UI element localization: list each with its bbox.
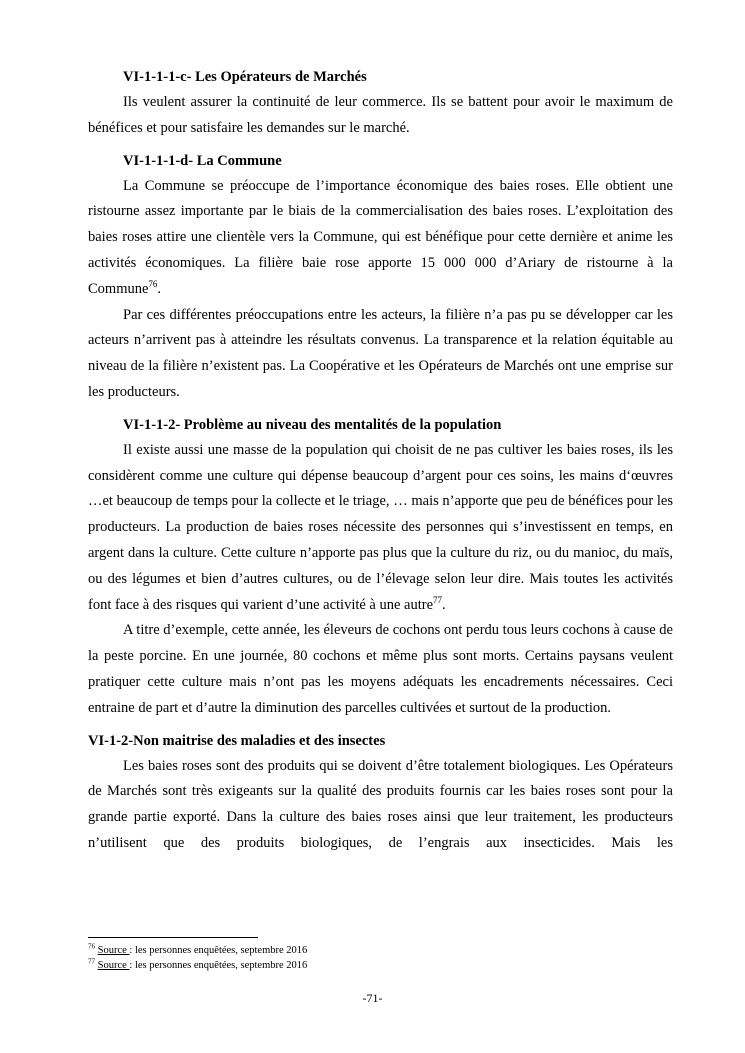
footnote-source-label: Source [97,960,130,971]
heading-commune: VI-1-1-1-d- La Commune [123,152,282,169]
paragraph-maladies: Les baies roses sont des produits qui se doivent d’être totalement biologiques. Les Opérateurs de Marchés sont très exigeants sur la qualité des produits fournis car les baies roses sont pour la grande partie exporté. Dans la culture des baies roses ainsi que leur traitement, les producteurs n’utilisent que des produits biologiques, de l’engrais aux insecticides. Mais les [88,757,673,851]
page-number: -71- [362,991,383,1005]
heading-mentalites: VI-1-1-2- Problème au niveau des mentalités de la population [123,416,502,433]
footnote-ref-76: 76 [148,278,158,289]
paragraph-commune: La Commune se préoccupe de l’importance économique des baies roses. Elle obtient une ristourne assez importante par le biais de la commercialisation des baies roses. L’exploitation des baies roses attire une clientèle vers la Commune, qui est bénéfique pour cette dernière et anime les activités économiques. La filière baie rose apporte 15 000 000 d’Ariary de ristourne à la Commune$^{76}$. [88,177,673,297]
paragraph-preoccupations: Par ces différentes préoccupations entre les acteurs, la filière n’a pas pu se développer car les acteurs n’arrivent pas à atteindre les résultats convenus. La transparence et la relation équitable au niveau de la filière n’existent pas. La Coopérative et les Opérateurs de Marchés ont une emprise sur les producteurs. [88,306,673,400]
heading-maladies: VI-1-2-Non maitrise des maladies et des insectes [88,732,386,749]
footnote-76: $^{76}$ Source : les personnes enquêtées, septembre 2016 [88,942,308,956]
paragraph-exemple: A titre d’exemple, cette année, les éleveurs de cochons ont perdu tous leurs cochons à cause de la peste porcine. En une journée, 80 cochons et même plus sont morts. Certains paysans veulent pratiquer cette culture mais n’ont pas les moyens adéquats les encadrements nécessaires. Ceci entraine de part et d’autre la diminution des parcelles cultivées et surtout de la production. [88,622,673,716]
paragraph-operateurs: Ils veulent assurer la continuité de leur commerce. Ils se battent pour avoir le maximum de bénéfices et pour satisfaire les demandes sur le marché. [88,94,673,136]
page-body [88,64,673,857]
footnote-77: $^{77}$ Source : les personnes enquêtées, septembre 2016 [88,957,308,971]
footnote-divider [88,937,258,938]
heading-operateurs: VI-1-1-1-c- Les Opérateurs de Marchés [123,69,367,85]
footnote-source-label: Source [97,945,130,956]
paragraph-mentalites: Il existe aussi une masse de la population qui choisit de ne pas cultiver les baies roses, ils les considèrent comme une culture qui dépense beaucoup d’argent pour ces soins, les mains d‘œuvres …et beaucoup de temps pour la collecte et le triage, … mais n’apporte que peu de bénéfices pour les producteurs. La production de baies roses nécessite des personnes qui s’investissent en temps, en argent dans la culture. Cette culture n’apporte pas plus que la culture du riz, ou du manioc, du maïs, ou des légumes et bien d’autres cultures, ou de l’élevage selon leur dire. Mais toutes les activités font face à des risques qui varient d’une activité à une autre$^{77}$. [88,441,673,613]
footnote-ref-77: 77 [433,594,443,605]
